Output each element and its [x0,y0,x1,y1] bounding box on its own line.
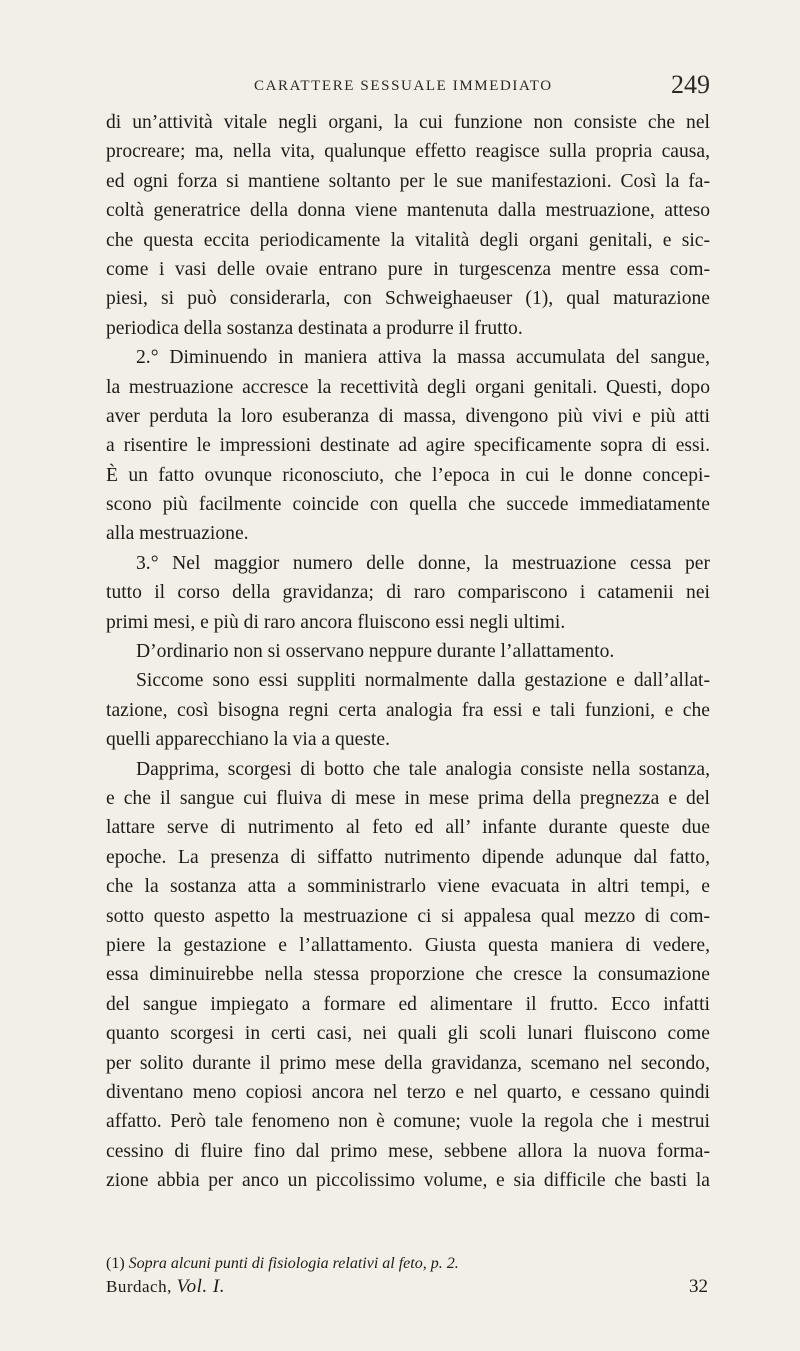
text-line: tutto il corso della gravidanza; di raro compariscono i catamenii nei [106,582,710,604]
footnote-page: p. 2. [430,1255,459,1272]
text-line: la mestruazione accresce la recettività degli organi genitali. Questi, dopo [106,376,710,398]
text-line: quanto scorgesi in certi casi, nei quali gli scoli lunari fluiscono come [106,1023,710,1045]
footnote [106,1253,710,1275]
text-line: del sangue impiegato a formare ed alimentare il frutto. Ecco infatti [106,993,710,1015]
text-line: epoche. La presenza di siffatto nutrimento dipende adunque dal fatto, [106,846,710,868]
text-line: piesi, si può considerarla, con Schweighaeuser (1), qual maturazione [106,288,710,310]
text-line: che la sostanza atta a somministrarlo viene evacuata in altri tempi, e [106,876,710,898]
text-line: tazione, così bisogna regni certa analogia fra essi e tali funzioni, e che [106,699,710,721]
text-line: coltà generatrice della donna viene mantenuta dalla mestruazione, atteso [106,200,710,222]
text-line: essa diminuirebbe nella stessa proporzione che cresce la consumazione [106,964,710,986]
text-line: alla mestruazione. [106,523,249,545]
text-line: lattare serve di nutrimento al feto ed all’ infante durante queste due [106,817,710,839]
text-line: È un fatto ovunque riconosciuto, che l’epoca in cui le donne concepi- [106,464,710,486]
sheet-number: 32 [689,1276,708,1297]
page-number: 249 [671,70,710,99]
text-line: diventano meno copiosi ancora nel terzo e nel quarto, e cessano quindi [106,1081,710,1103]
text-line: aver perduta la loro esuberanza di massa, divengono più vivi e più atti [106,405,710,427]
footnote-marker: (1) [106,1255,125,1272]
text-line: periodica della sostanza destinata a produrre il frutto. [106,317,523,339]
text-line: per solito durante il primo mese della gravidanza, scemano nel secondo, [106,1052,710,1074]
signature-line [106,1276,225,1298]
text-line: quelli apparecchiano la via a queste. [106,729,390,751]
text-line: come i vasi delle ovaie entrano pure in turgescenza mentre essa com- [106,258,710,280]
text-line: 3.° Nel maggior numero delle donne, la mestruazione cessa per [136,552,710,574]
text-line: sotto questo aspetto la mestruazione ci si appalesa qual mezzo di com- [106,905,710,927]
text-line: scono più facilmente coincide con quella che succede immediatamente [106,494,710,516]
text-line: affatto. Però tale fenomeno non è comune; vuole la regola che i mestrui [106,1111,710,1133]
text-line: a risentire le impressioni destinate ad agire specificamente sopra di essi. [106,435,710,457]
text-line: D’ordinario non si osservano neppure durante l’allattamento. [136,641,615,663]
text-line: Siccome sono essi suppliti normalmente dalla gestazione e dall’allat- [136,670,710,692]
text-line: ed ogni forza si mantiene soltanto per le sue manifestazioni. Così la fa- [106,170,710,192]
signature-volume: Vol. I. [176,1276,225,1297]
text-line: piere la gestazione e l’allattamento. Giusta questa maniera di vedere, [106,934,710,956]
text-line: zione abbia per anco un piccolissimo volume, e sia difficile che basti la [106,1170,710,1192]
text-line: di un’attività vitale negli organi, la cui funzione non consiste che nel [106,112,710,133]
text-line: primi mesi, e più di raro ancora fluiscono essi negli ultimi. [106,611,566,633]
text-line: e che il sangue cui fluiva di mese in mese prima della pregnezza e del [106,787,710,809]
footnote-text: Sopra alcuni punti di fisiologia relativi al feto, [128,1255,427,1272]
text-line: 2.° Diminuendo in maniera attiva la massa accumulata del sangue, [136,347,710,369]
text-line: cessino di fluire fino dal primo mese, sebbene allora la nuova forma- [106,1140,710,1162]
text-line: Dapprima, scorgesi di botto che tale analogia consiste nella sostanza, [136,758,710,780]
running-title: CARATTERE SESSUALE IMMEDIATO [254,78,553,94]
signature-author: Burdach, [106,1277,172,1296]
body-text [106,108,710,1195]
text-line: che questa eccita periodicamente la vitalità degli organi genitali, e sic- [106,229,710,251]
text-line: procreare; ma, nella vita, qualunque effetto reagisce sulla propria causa, [106,141,710,163]
